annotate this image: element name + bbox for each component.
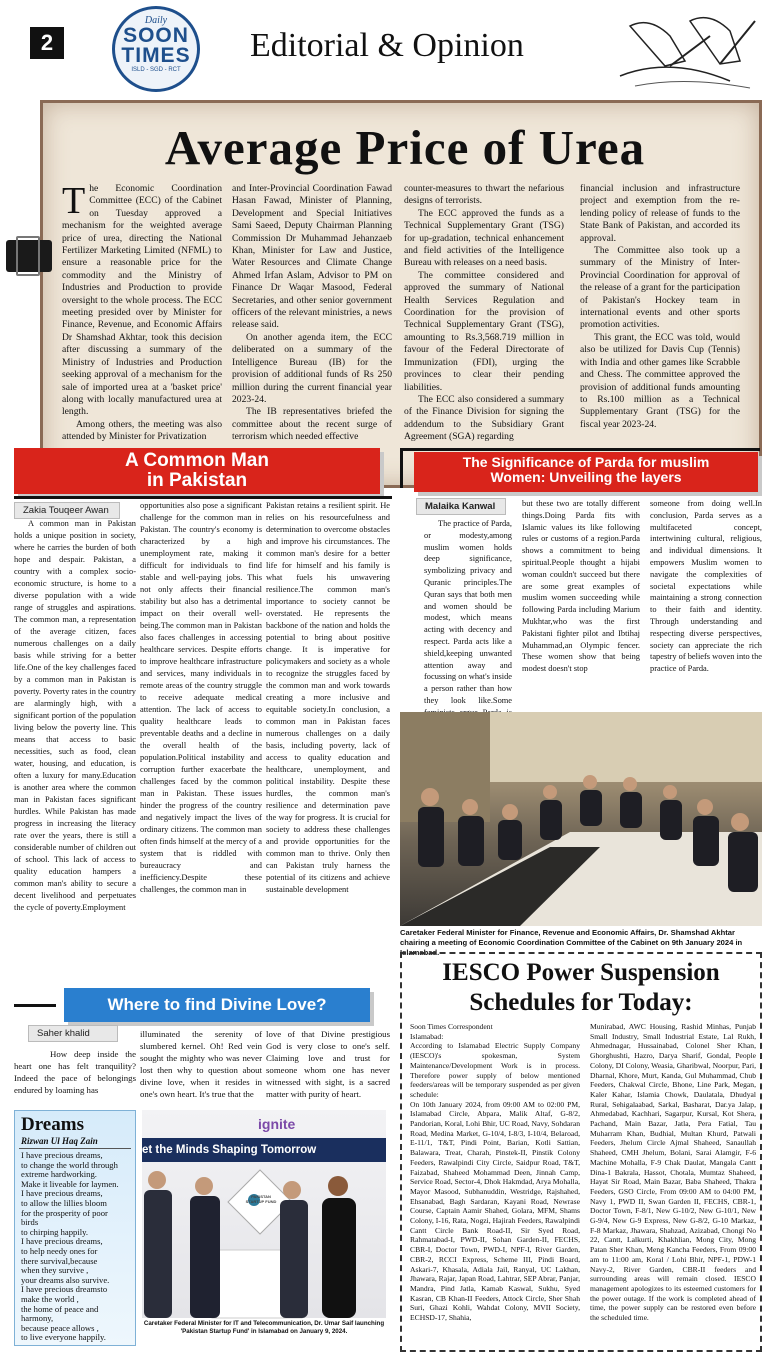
section-title-text: Editorial & Opinion <box>250 27 524 64</box>
iesco-title-2: Schedules for Today: <box>469 989 693 1016</box>
iesco-headline <box>402 958 760 1018</box>
parda-author: Malaika Kanwal <box>416 498 506 515</box>
divine-author: Saher khalid <box>28 1025 118 1042</box>
dreams-line: the home of peace and <box>21 1303 99 1314</box>
dreams-line: there survival,because <box>21 1255 98 1266</box>
dreams-line: birds <box>21 1217 39 1228</box>
startup-photo <box>142 1110 386 1318</box>
iesco-title-1: IESCO Power Suspension <box>442 959 720 986</box>
logo <box>112 6 200 92</box>
parda-title-1: The Significance of Parda for muslim <box>462 454 710 470</box>
dreams-line: harmony, <box>21 1313 54 1324</box>
editorial-para: The ECC also considered a summary of the Finance Division for signing the addendum to the Subsidiary Grant Agreement (SGA) regarding <box>404 393 564 443</box>
dreams-line: your dreams also survive. <box>21 1274 110 1285</box>
dreams-line: I have precious dreams, <box>21 1236 103 1247</box>
common-man-rule <box>14 496 392 499</box>
divine-col-3 <box>266 1028 390 1100</box>
dreams-line: because peace allows , <box>21 1322 99 1333</box>
dreams-line: when they survive , <box>21 1265 89 1276</box>
meeting-photo-illustration <box>400 712 762 926</box>
editorial-para: The IB representatives briefed the committee about the recent surge of terrorism which needed effective <box>232 406 392 443</box>
common-man-col-1 <box>14 518 136 986</box>
common-man-para: A common man in Pakistan holds a unique position in society, where he carries the burden of both hope and despair. Pakistan, a country with a complex socio-economic structure, is home to a diverse population with a wide range of struggles and aspirations. The common man, a representation of the average citizen, faces numerous challenges on a daily basis while striving for a better life.One of the key challenges faced by a common man in Pakistan is poverty. Poverty rates in the country are alarmingly high, with a significant portion of the population living below the poverty line. This means that access to basic necessities, such as food, clean water, housing, and education, is often a luxury for many.Education is another area where the common man in Pakistan faces significant hurdles. While Pakistan has made progress in increasing the literacy rate over the years, there is still a considerable number of children out of school. This lack of access to quality education hampers a common man's ability to secure a decent livelihood and perpetuates the cycle of poverty.Employment <box>14 519 136 912</box>
common-man-banner <box>14 448 380 494</box>
dreams-line: to help needy ones for <box>21 1245 98 1256</box>
common-man-para: opportunities also pose a significant challenge for the common man in Pakistan. The country's economy is characterized by a high unemployment rate, making it difficult for individuals to find stable and well-paying jobs. This not only affects their financial stability but also has a detrimental impact on their overall well-being.The common man in Pakistan also faces challenges in accessing healthcare services. Despite efforts to improve healthcare infrastructure and services, many individuals in remote areas of the country struggle to receive adequate medical attention. The lack of access to quality healthcare leads to preventable deaths and a decline in the overall health of the population.Political instability and corruption further exacerbate the challenges faced by the common man in Pakistan. These issues hinder the progress of the country and negatively impact the lives of ordinary citizens. The common man often finds himself at the mercy of a system that is riddled with bureaucracy and inefficiency.Despite these challenges, the common man in <box>140 501 262 894</box>
dreams-line: to live everyone happily. <box>21 1332 106 1343</box>
parda-para: but these two are totally different things.Doing Parda fits with Islamic values its like following rules or customs of a region.Parda shows a commitment to being spiritual.People thought a hijabi woman couldn't succeed but there are some great examples of muslim women succeeding while following Parda including Marium Mukhtar,who was the first Pakistani fighter pilot and Ibtihaj Muhammad,an Olympic fencer. These women show that being modest doesn't stop <box>522 499 640 674</box>
editorial-headline: Average Price of Urea <box>164 120 646 175</box>
meeting-photo <box>400 712 762 926</box>
parda-title-2: Women: Unveiling the layers <box>490 468 682 485</box>
startup-board-text: PAKISTAN STARTUP FUND <box>245 1194 277 1204</box>
editorial-para: On another agenda item, the ECC deliberated on a summary of the Intelligence Bureau (IB) for the provision of additional funds of Rs 250 million during the current financial year 2023-24. <box>232 331 392 405</box>
dreams-author: Rizwan Ul Haq Zain <box>21 1136 98 1146</box>
drop-cap-letter: T <box>62 180 86 222</box>
editorial-para: and Inter-Provincial Coordination Fawad Hasan Fawad, Minister of Planning, Development and Special Initiatives Sami Saeed, Deputy Chairman Planning Commission Dr Muhammad Jehanzaeb Khan, Minister for Law and Justice, Water Resources and Climate Change Ahmed Irfan Aslam, Advisor to PM on Finance Dr Waqar Masood, Federal Secretaries, and other senior government officers of the relevant ministries, a news release said. <box>232 183 392 331</box>
editorial-col-1 <box>62 180 222 444</box>
divine-para: love of that Divine prestigious God is very close to one's self. Claiming love and trust for someone whom one has never witnessed with sight, is a sacred matter with purity of heart. <box>266 1029 390 1099</box>
editorial-col-3 <box>404 183 564 444</box>
meeting-photo-caption: Caretaker Federal Minister for Finance, Revenue and Economic Affairs, Dr. Shamshad Akhtar chairing a meeting of Economic Coordination Committee of the Cabinet on 9th January 2024 in Islamabad. <box>400 928 743 957</box>
common-man-para: Pakistan retains a resilient spirit. He relies on his resourcefulness and determination to overcome obstacles and improve his circumstances. The common man's desire for a better life for himself and his family is what fuels his unwavering resilience.The common man's importance to society cannot be overstated. He represents the backbone of the nation and holds the potential to bring about positive change. It is imperative for policymakers and society as a whole to recognize the struggles faced by the common man and work towards creating a more inclusive and equitable society.In conclusion, a common man in Pakistan faces numerous challenges on a daily basis, including poverty, lack of access to quality education and healthcare, unemployment, and political instability. Despite these hurdles, the common man's resilience and determination pave the way for progress. It is crucial for society to address these challenges and provide opportunities for the common man to thrive. Only then can Pakistan truly harness the potential of its citizens and achieve sustainable development <box>266 501 390 894</box>
parda-col-1 <box>424 518 512 704</box>
editorial-para: counter-measures to thwart the nefarious designs of terrorists. <box>404 183 564 207</box>
dreams-box <box>14 1110 136 1346</box>
parda-top-rule <box>400 448 760 451</box>
parda-side-rule <box>400 448 403 488</box>
dreams-line: extreme hardworking. <box>21 1169 97 1180</box>
startup-photo-illustration <box>142 1110 386 1318</box>
divine-para: illuminated the serenity of slumbered kernel. Oh! Red vein sought the mighty who was never lost then why to question about divine love, when it resides in one's own heart. It's true that the <box>140 1029 262 1099</box>
divine-banner <box>64 988 370 1022</box>
ignite-logo: ignite <box>258 1116 296 1132</box>
divine-title: Where to find Divine Love? <box>107 995 327 1014</box>
parda-para: The practice of Parda, or modesty,among muslim women holds deep significance, symbolizing privacy and Quranic principles.The Quran says that both men and women should be modest, which means acting with decency and respect. Parda acts like a shield,keeping unwanted attention away and focussing on what's inside a person rather than how they look like.Some <box>424 519 512 705</box>
editorial-para: The Committee also took up a summary of the Ministry of Inter-Provincial Coordination for approval of the release of a grant for the participation of Pakistan's Hockey team in international events and other sports promotion activities. <box>580 245 740 331</box>
iesco-text: Soon Times Correspondent Islamabad: According to Islamabad Electric Supply Company (IESCO)'s spokesman, System Maintenance/Development Work is in process. Therefore power supply of below mentioned feeders/areas will be temporary suspended as per given schedule: On 10th January 2024, from 09:00 AM to 02:00 PM, Islamabad Circle, Abpara, Malik Altaf, G-8/2, Pandorian, Koral, Lohi Bhir, UC Road, Navy, Sohdaran Road, Medina Market, G-10/4, I-8/3, I-10/4, Belaroad, E-11/1, T&T, Pindi Point, Barian, Kotli Sattian, Balawara, Treat, Charah, Pinstek-II, Pinstik Colony Feeders, Rawalpindi City Circle, Saidpur Road, T&T, Faizabad, Shaheed Mohammad Deen, Jinnah Camp, Service Road, Sector-4, Dhok Hakmdad, Arya Mohalla, Mayor Masood, Subhanuddin, Westridge, Rajshahed, Ehsanabad, Bagh Sardaran, Kayani Road, Newrase Course, Captain Aamir Shahed, Golara, MFM, Shams Colony, I-16, Rata, Nogzi, Hajirah Feeders, Rawalpindi Cantt Circle Bank Road-II, Sir Syed Road, Rahmatabad-I, PWD-II, Sohan Garden-II, FECHS, CBR-I, Doctor Town, PWD-I, NPF-I, River Garden, CBR-2, RCCI Express, Scheme III, Pindi Board, Askari-7, Khasala, Adiala Jail, Ranyal, UC Lakhan, Jhawara, Rajar, Japan Road, Lahtrar, SEP Abrar, Panjar, Mandra, Pind Jatla, Kamab Kaswal, Sukhu, Syed Kasran, CB Khan-II Feeders, Attock Circle, Sher Shah Suri, Ghazi Kohli, Wahdat Colony, MVII Society, ECHSD-17, Shahia, <box>410 1022 580 1323</box>
binder-clip-wire <box>16 236 40 276</box>
dreams-line: make the world , <box>21 1293 79 1304</box>
page-number-box: 2 <box>30 27 64 59</box>
dreams-line: to allow the lillies bloom <box>21 1197 107 1208</box>
writing-hand-icon <box>610 6 760 92</box>
editorial-col-2 <box>232 183 392 444</box>
common-man-author: Zakia Touqeer Awan <box>14 502 120 519</box>
logo-main-text: SOON <box>123 24 189 47</box>
common-man-title-1: A Common Man <box>125 450 269 471</box>
common-man-col-2 <box>140 500 262 986</box>
editorial-col-4 <box>580 183 740 431</box>
dreams-line: to chirping happily. <box>21 1226 88 1237</box>
parda-col-2 <box>522 498 640 704</box>
parda-col-3 <box>650 498 762 704</box>
divine-para: How deep inside the heart one has felt tranquility? Indeed the pace of belongings endured by loaming has <box>14 1049 136 1095</box>
editorial-para: Among others, the meeting was also attended by Minister for Privatization <box>62 418 222 443</box>
startup-photo-caption: Caretaker Federal Minister for IT and Telecommunication, Dr. Umar Saif launching 'Pakistan Startup Fund' in Islamabad on January 9, 2024. <box>143 1320 385 1335</box>
divine-rule <box>14 1004 56 1007</box>
dreams-line: Make it liveable for laymen. <box>21 1178 119 1189</box>
dreams-line: I have precious dreams, <box>21 1150 103 1160</box>
common-man-col-3 <box>266 500 390 986</box>
dreams-line: to change the world through <box>21 1159 118 1170</box>
parda-banner <box>414 452 758 492</box>
dreams-rule <box>19 1148 131 1149</box>
iesco-col-1 <box>410 1022 580 1348</box>
editorial-para: The Economic Coordination Committee (ECC) of the Cabinet on Tuesday approved a mechanism for the weighted average price of urea, directing the National Fertilizer Marketing Limited (NFML) to ensure a reasonable price for the commodity and the Ministry of Industries and Production to provide oversight to the whole process. The ECC meeting presided over by Minister for Finance, Revenue, and Economic Affairs Dr Shamshad Akhtar, took this decision after discussing a summary of the Ministry of Industries and Production seeking approval of a mechanism for the sale of imported urea at a 'basket price' along with locally manufactured urea at length. <box>62 180 222 418</box>
logo-top-text: Daily <box>144 15 168 26</box>
logo-main2-text: TIMES <box>121 44 191 67</box>
dreams-line: I have precious dreamsto <box>21 1284 108 1295</box>
dreams-title: Dreams <box>21 1114 84 1135</box>
startup-banner-bar: et the Minds Shaping Tomorrow <box>142 1138 386 1162</box>
editorial-para: The committee considered and approved the summary of National Health Services Regulation and Coordination for the provision of Technical Supplementary Grant (TSG), amounting to Rs.3,568.719 million in favour of the Federal Directorate of Immunization (FDI), urging the provinces to clear their pending liabilities. <box>404 269 564 393</box>
divine-col-1 <box>14 1048 136 1096</box>
dreams-poem <box>15 1151 135 1343</box>
logo-sub-text: ISLD - SGD - RCT <box>131 67 181 73</box>
dreams-line: I have precious dreams, <box>21 1188 103 1199</box>
section-title <box>250 6 550 86</box>
dreams-line: for the prosperity of poor <box>21 1207 108 1218</box>
common-man-title-2: in Pakistan <box>146 469 248 491</box>
divine-col-2 <box>140 1028 262 1100</box>
editorial-para: The ECC approved the funds as a Technical Supplementary Grant (TSG) for up-gradation, technical enhancement and field activities of the Intelligence Bureau with releases on a need basis. <box>404 207 564 269</box>
editorial-para: This grant, the ECC was told, would also be utilized for Davis Cup (Tennis) with India and other games like Scrabble and Chess. The committee approved the provision of additional funds amounting to Rs.100 million as a Technical Supplementary Grant (TSG) for the fiscal year 2023-24. <box>580 331 740 430</box>
parda-para: someone from doing well.In conclusion, Parda serves as a multifaceted concept, intertwining cultural, religious, and individual dimensions. It empowers Muslim women to navigate the complexities of societal expectations while maintaining a strong connection to their faith and identity. Through understanding and respecting diverse perspectives, society can appreciate the rich tapestry of beliefs woven into the practice of Parda. <box>650 499 762 674</box>
iesco-text: Munirabad, AWC Housing, Rashid Minhas, Punjab Small Industry, Small Industrial Estate, Lal Rukh, Ahmednagar, Hussainabad, Colonel Sher Khan, Ghorghushti, Hazro, Darya Sharif, Gondal, People Colony, DI Colony, Weasia, Gharibwal, Noorpur, Pari, Dharnal, Khore, Murt, Kanda, Gul Muhammad, Chub Feeders, Chakwal Circle, Bhone, Line Park, Megan, Kaler Kahar, Islamia Chowk, Daulatala, Dhudyal Rural, Sehigalaabad, Sarkal, Basharat, Dar.ya Jalap, Ahmedabad, Kachhari, Sagarpur, Kursal, Kot Shera, Pachand, Main Bazar, Jatla, Pera Fatial, Tau Muharram Khan, Budhial, Multan Khurd, Patwali Feeders, Jhelum Circle Ajmal Shaheed, Sanaullah Shaheed, CMH Jhelum, Bolani, Sarai Alamgir, F-6 Machine Mohalla, F-9 Chak Daulat, Mangala Cantt Dina-1 Bakrala, Hassot, Chotala, Mumtaz Shaheed, Hayat Sir Road, Main Bazar, Baba Shaheed, Thakra Feeders, GSO Circle, From 09:00 AM to 04:00 PM, Navy 1, PWD II, Swan Garden II, FECHS, CBR-1, Doctor Town, F-8/1, New G-10/2, New G-10/1, New G-9/4, New G-9 Express, New G-8/2, G-10 Markaz, F-8 Markaz, Jhawara, Shahzad, Azizabad, Chongi No 22, Cantt, Lalkurti, Khakhlian, Mong City, Mong Patan Sher Khan, Meng Kancha Feeders, From 09:00 am to 11:00 am, Koral / Lohi Bhir, NPF-1, PDW-1 Navy-2, River Garden, CBR-II feeders and surrounding areas will remain closed. IESCO management apologizes to its esteemed customers for the power outage. If the work is completed ahead of time, the power supply can be restored even before the scheduled time. <box>590 1022 756 1323</box>
iesco-col-2 <box>590 1022 756 1348</box>
editorial-para: financial inclusion and infrastructure project and exemption from the re-lending policy of release of funds to the State Bank of Pakistan, and accorded its approval. <box>580 183 740 244</box>
